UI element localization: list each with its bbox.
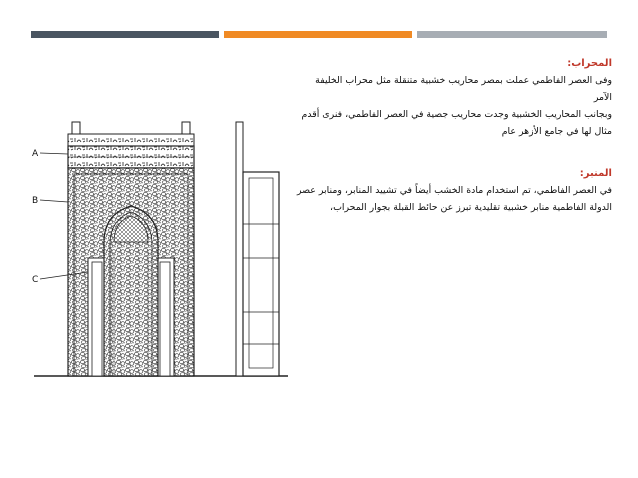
minbar-heading: المنبر: <box>579 168 612 179</box>
mihrab-line-4: مثال لها في جامع الأزهر عام <box>501 126 612 137</box>
minbar-line-1: في العصر الفاطمي، تم استخدام مادة الخشب أيضاً في تشييد المنابر، ومنابر عصر <box>296 185 612 196</box>
mihrab-line-2: الآمر <box>593 92 612 103</box>
header-bar-orange <box>224 31 412 38</box>
label-c: C <box>32 275 39 285</box>
mihrab-section <box>282 55 612 140</box>
label-a: A <box>32 149 39 159</box>
mihrab-heading: المحراب: <box>567 58 612 69</box>
header-bar-dark <box>31 31 219 38</box>
header-bar-gray <box>417 31 607 38</box>
mihrab-elevation-drawing <box>26 112 296 382</box>
minbar-section <box>282 165 612 216</box>
mihrab-line-1: وفى العصر الفاطمي عملت بمصر محاريب خشبية متنقلة مثل محراب الخليفة <box>315 75 612 86</box>
mihrab-line-3: وبجانب المحاريب الخشبية وجدت محاريب جصية في العصر الفاطمي، فنرى أقدم <box>301 109 612 120</box>
label-b: B <box>32 196 39 206</box>
minbar-line-2: الدولة الفاطمية منابر خشبية تقليدية تبرز عن حائط القبلة بجوار المحراب، <box>330 202 612 213</box>
